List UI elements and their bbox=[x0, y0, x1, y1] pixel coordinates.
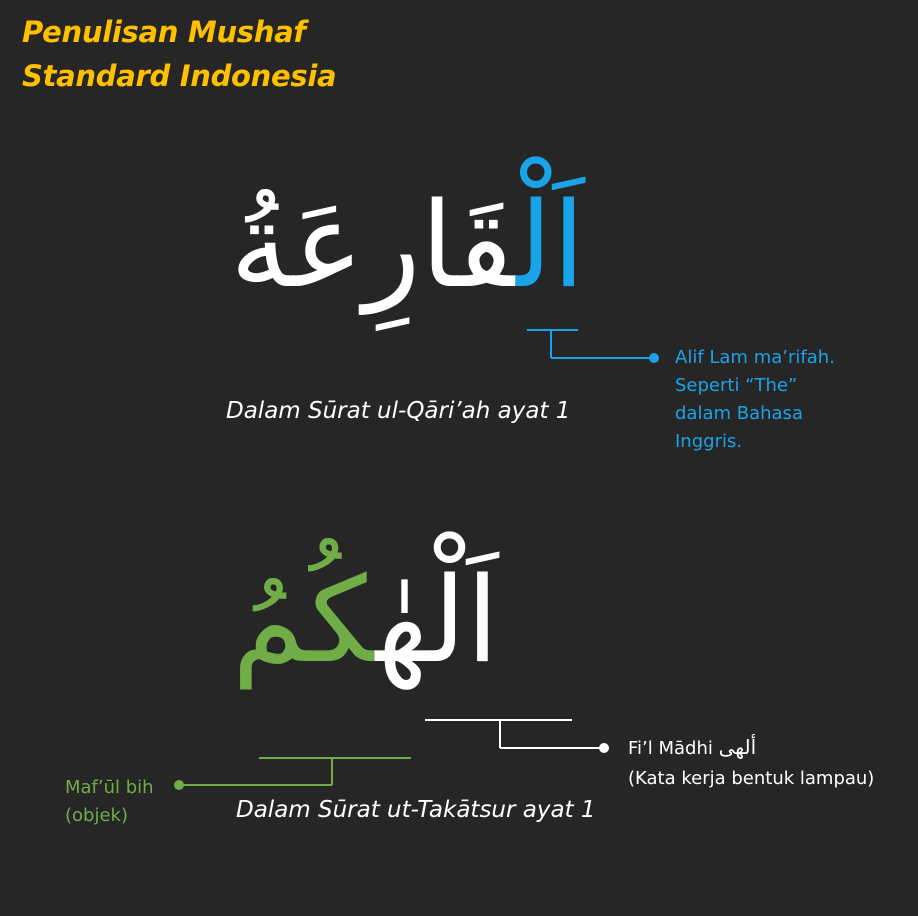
title-line-1: Penulisan Mushaf bbox=[22, 15, 306, 49]
note-line-2: Seperti “The” bbox=[675, 375, 798, 396]
bracket-maful-bih-dot bbox=[174, 780, 184, 790]
note-fil-madhi-desc: (Kata kerja bentuk lampau) bbox=[628, 768, 875, 789]
caption-example-1: Dalam Sūrat ul-Qāri’ah ayat 1 bbox=[226, 398, 571, 424]
title-line-2: Standard Indonesia bbox=[22, 59, 337, 93]
note-maful-bih-desc: (objek) bbox=[65, 805, 128, 826]
bracket-alif-lam bbox=[527, 330, 653, 358]
note-line-4: Inggris. bbox=[675, 431, 743, 452]
word-alha: اَلْهٰ bbox=[375, 551, 499, 689]
bracket-fil-madhi bbox=[425, 720, 603, 748]
bracket-alif-lam-dot bbox=[649, 353, 659, 363]
note-line-3: dalam Bahasa bbox=[675, 403, 803, 424]
caption-example-2: Dalam Sūrat ut-Takātsur ayat 1 bbox=[236, 797, 596, 823]
word-kum-object: كُمُ bbox=[232, 551, 376, 689]
note-line-1: Alif Lam ma’rifah. bbox=[675, 347, 835, 368]
alif-lam-prefix: اَلْ bbox=[516, 176, 586, 314]
note-fil-madhi-arabic: ألهى bbox=[718, 735, 757, 759]
note-maful-bih-label: Maf’ūl bih bbox=[65, 777, 154, 798]
note-fil-madhi-label: Fi’l Mādhi bbox=[628, 738, 713, 759]
word-stem: قَارِعَةُ bbox=[230, 176, 517, 314]
bracket-maful-bih bbox=[180, 758, 411, 785]
bracket-fil-madhi-dot bbox=[599, 743, 609, 753]
